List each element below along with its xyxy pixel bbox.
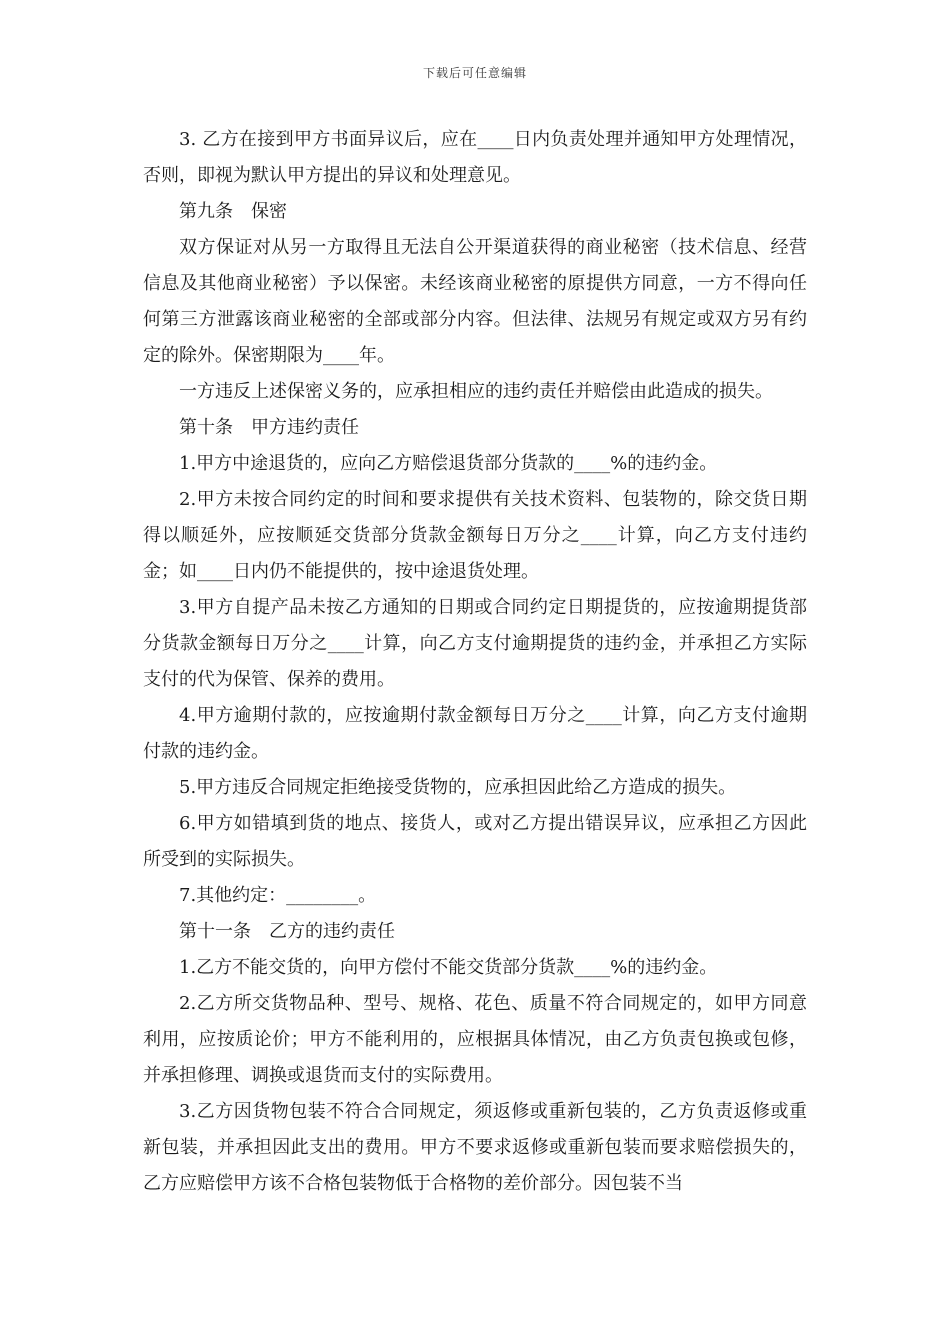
paragraph-clause-10-6: 6.甲方如错填到货的地点、接货人，或对乙方提出错误异议，应承担乙方因此所受到的实际损失。 xyxy=(143,813,807,870)
paragraph-clause-10-7: 7.其他约定：________。 xyxy=(179,885,377,906)
paragraph-clause-10-3: 3.甲方自提产品未按乙方通知的日期或合同约定日期提货的，应按逾期提货部分货款金额每日万分之____计算，向乙方支付逾期提货的违约金，并承担乙方实际支付的代为保管、保养的费用。 xyxy=(143,597,807,690)
heading-article-10: 第十条 甲方违约责任 xyxy=(179,417,359,438)
heading-article-11: 第十一条 乙方的违约责任 xyxy=(179,921,395,942)
page-header: 下载后可任意编辑 xyxy=(422,66,527,80)
paragraph-clause-10-5: 5.甲方违反合同规定拒绝接受货物的，应承担因此给乙方造成的损失。 xyxy=(179,777,737,798)
paragraph-clause-8-3: 3. 乙方在接到甲方书面异议后，应在____日内负责处理并通知甲方处理情况，否则，即视为默认甲方提出的异议和处理意见。 xyxy=(143,129,807,186)
paragraph-clause-10-1: 1.甲方中途退货的，应向乙方赔偿退货部分货款的____%的违约金。 xyxy=(179,453,718,474)
paragraph-confidentiality-breach: 一方违反上述保密义务的，应承担相应的违约责任并赔偿由此造成的损失。 xyxy=(179,381,773,402)
document-body xyxy=(143,122,807,1202)
paragraph-clause-10-2: 2.甲方未按合同约定的时间和要求提供有关技术资料、包装物的，除交货日期得以顺延外，应按顺延交货部分货款金额每日万分之____计算，向乙方支付违约金；如____日内仍不能提供的，按中途退货处理。 xyxy=(143,489,807,582)
paragraph-clause-11-3: 3.乙方因货物包装不符合合同规定，须返修或重新包装的，乙方负责返修或重新包装，并承担因此支出的费用。甲方不要求返修或重新包装而要求赔偿损失的，乙方应赔偿甲方该不合格包装物低于合格物的差价部分。因包装不当 xyxy=(143,1101,807,1194)
paragraph-clause-11-1: 1.乙方不能交货的，向甲方偿付不能交货部分货款____%的违约金。 xyxy=(179,957,718,978)
paragraph-confidentiality: 双方保证对从另一方取得且无法自公开渠道获得的商业秘密（技术信息、经营信息及其他商业秘密）予以保密。未经该商业秘密的原提供方同意，一方不得向任何第三方泄露该商业秘密的全部或部分内容。但法律、法规另有规定或双方另有约定的除外。保密期限为____年。 xyxy=(143,237,807,366)
paragraph-clause-11-2: 2.乙方所交货物品种、型号、规格、花色、质量不符合同规定的，如甲方同意利用，应按质论价；甲方不能利用的，应根据具体情况，由乙方负责包换或包修，并承担修理、调换或退货而支付的实际费用。 xyxy=(143,993,807,1086)
paragraph-clause-10-4: 4.甲方逾期付款的，应按逾期付款金额每日万分之____计算，向乙方支付逾期付款的违约金。 xyxy=(143,705,807,762)
heading-article-9: 第九条 保密 xyxy=(179,201,287,222)
